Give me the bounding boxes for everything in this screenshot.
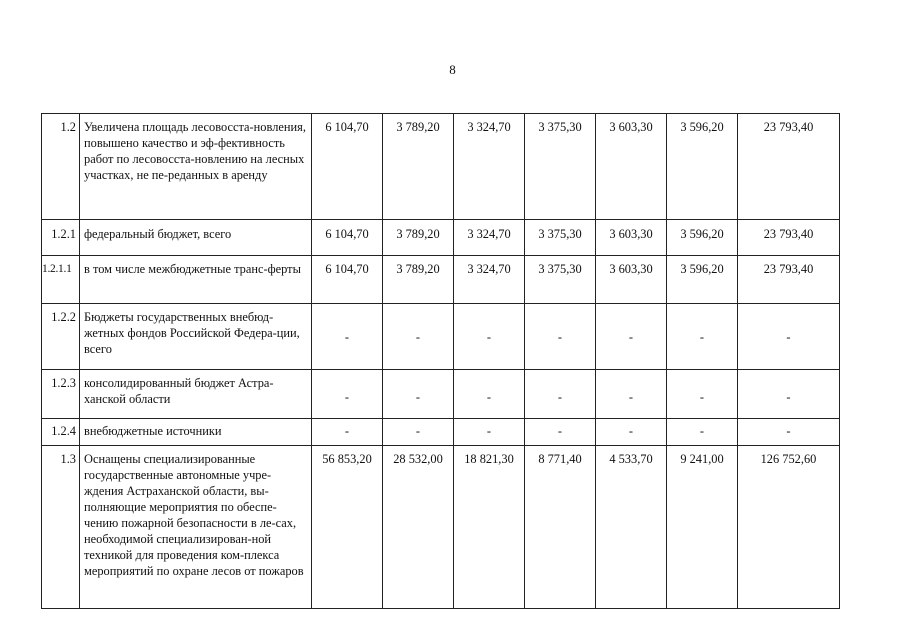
row-description: Бюджеты государственных внебюд-жетных фондов Российской Федера-ции, всего [80, 304, 312, 370]
row-number: 1.2.1 [42, 220, 80, 256]
value-cell: 9 241,00 [667, 446, 738, 609]
value-cell: - [667, 304, 738, 370]
value-cell: 28 532,00 [383, 446, 454, 609]
value-cell: - [454, 419, 525, 446]
row-number: 1.2.2 [42, 304, 80, 370]
value-cell: - [312, 370, 383, 419]
value-cell: 3 603,30 [596, 220, 667, 256]
value-cell: - [383, 304, 454, 370]
table-row [42, 256, 840, 304]
value-cell: 3 596,20 [667, 220, 738, 256]
value-cell: 3 324,70 [454, 114, 525, 220]
value-cell: 3 324,70 [454, 220, 525, 256]
table-row [42, 304, 840, 370]
value-cell: - [383, 370, 454, 419]
value-cell: - [383, 419, 454, 446]
value-cell: 3 789,20 [383, 114, 454, 220]
value-cell: - [312, 304, 383, 370]
value-cell: - [525, 419, 596, 446]
value-cell: - [525, 304, 596, 370]
total-cell: 23 793,40 [738, 114, 840, 220]
table-row [42, 114, 840, 220]
page-number: 8 [449, 62, 456, 77]
row-number: 1.3 [42, 446, 80, 609]
table-row [42, 419, 840, 446]
value-cell: 3 603,30 [596, 114, 667, 220]
value-cell: 3 324,70 [454, 256, 525, 304]
row-number: 1.2.4 [42, 419, 80, 446]
row-number: 1.2 [42, 114, 80, 220]
row-number: 1.2.3 [42, 370, 80, 419]
value-cell: 56 853,20 [312, 446, 383, 609]
value-cell: - [454, 370, 525, 419]
value-cell: 6 104,70 [312, 114, 383, 220]
value-cell: 3 375,30 [525, 220, 596, 256]
value-cell: - [667, 419, 738, 446]
value-cell: 3 789,20 [383, 256, 454, 304]
table-row [42, 370, 840, 419]
row-description: консолидированный бюджет Астра-ханской области [80, 370, 312, 419]
row-description: в том числе межбюджетные транс-ферты [80, 256, 312, 304]
value-cell: - [596, 304, 667, 370]
table-row [42, 446, 840, 609]
value-cell: 3 375,30 [525, 256, 596, 304]
row-number: 1.2.1.1 [42, 256, 80, 304]
value-cell: 6 104,70 [312, 220, 383, 256]
total-cell: 23 793,40 [738, 256, 840, 304]
value-cell: - [667, 370, 738, 419]
row-description: Оснащены специализированные государственные автономные учре-ждения Астраханской области, вы-полняющие мероприятия по обеспе-чению пожарной безопасности в ле-сах, необходимой специализирован-ной техникой для проведения ком-плекса мероприятий по охране лесов от пожаров [80, 446, 312, 609]
total-cell: - [738, 419, 840, 446]
budget-table [41, 113, 840, 609]
value-cell: - [525, 370, 596, 419]
value-cell: 3 596,20 [667, 114, 738, 220]
value-cell: - [454, 304, 525, 370]
value-cell: - [596, 370, 667, 419]
row-description: Увеличена площадь лесовосста-новления, повышено качество и эф-фективность работ по лесовосста-новлению на лесных участках, не пе-реданных в аренду [80, 114, 312, 220]
row-description: федеральный бюджет, всего [80, 220, 312, 256]
value-cell: - [312, 419, 383, 446]
value-cell: 8 771,40 [525, 446, 596, 609]
row-description: внебюджетные источники [80, 419, 312, 446]
value-cell: 4 533,70 [596, 446, 667, 609]
total-cell: - [738, 370, 840, 419]
total-cell: 126 752,60 [738, 446, 840, 609]
value-cell: 3 603,30 [596, 256, 667, 304]
table-row [42, 220, 840, 256]
total-cell: 23 793,40 [738, 220, 840, 256]
value-cell: 3 375,30 [525, 114, 596, 220]
value-cell: 6 104,70 [312, 256, 383, 304]
value-cell: 18 821,30 [454, 446, 525, 609]
value-cell: - [596, 419, 667, 446]
total-cell: - [738, 304, 840, 370]
value-cell: 3 596,20 [667, 256, 738, 304]
value-cell: 3 789,20 [383, 220, 454, 256]
